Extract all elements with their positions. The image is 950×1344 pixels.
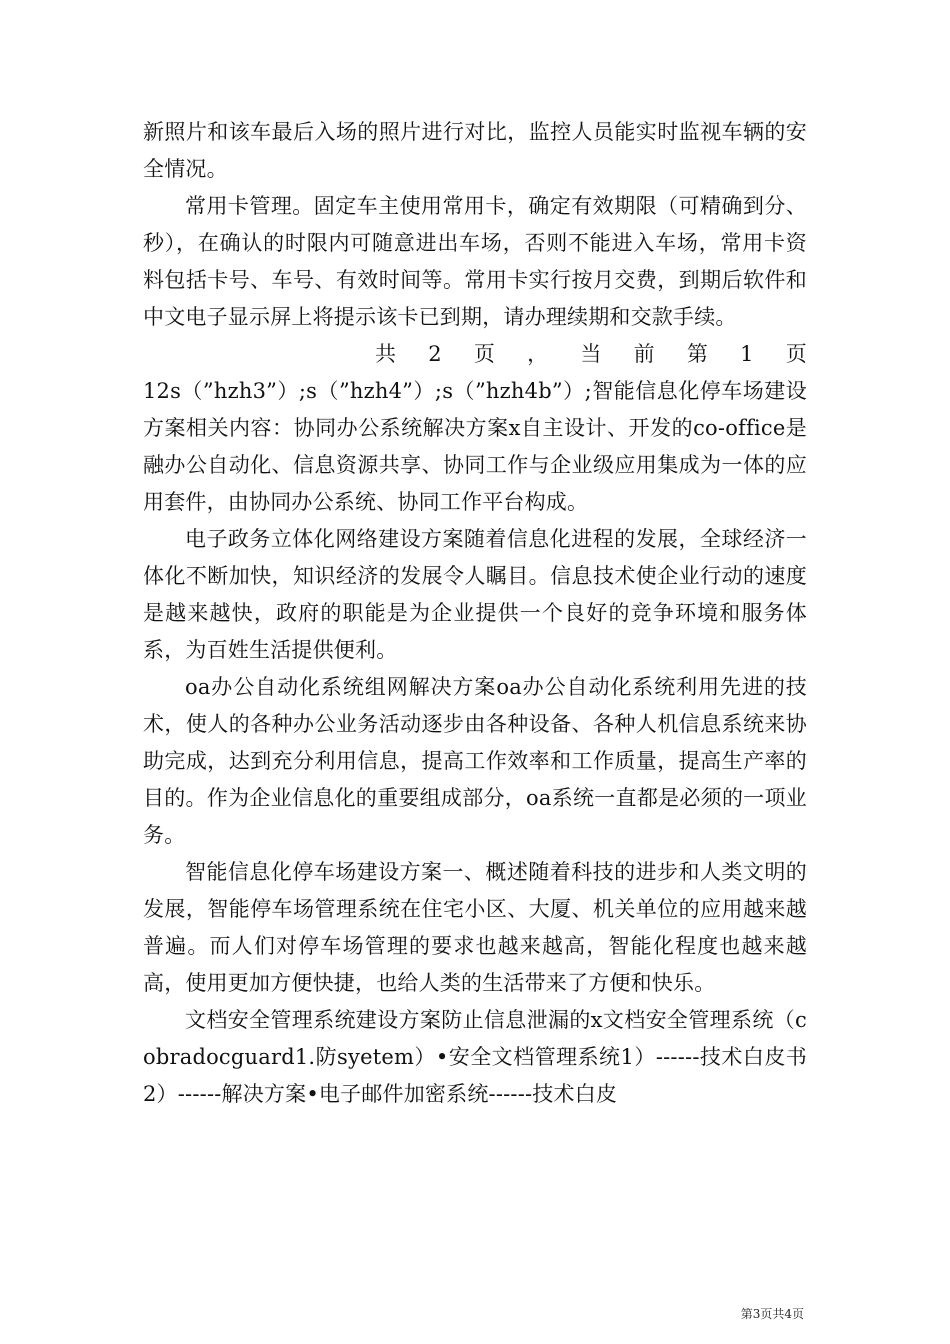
page-counter-char: 页	[473, 342, 496, 366]
document-body	[143, 114, 807, 1113]
page-counter-char: 共	[375, 342, 397, 366]
paragraph-smart-parking: 智能信息化停车场建设方案一、概述随着科技的进步和人类文明的发展，智能停车场管理系统在住宅小区、大厦、机关单位的应用越来越普遍。而人们对停车场管理的要求也越来越高，智能化程度也越来越高，使用更加方便快捷，也给人类的生活带来了方便和快乐。	[143, 860, 807, 995]
page-counter-char: 当	[580, 342, 602, 366]
page-footer: 第3页共4页	[740, 1307, 804, 1321]
paragraph-photo-compare: 新照片和该车最后入场的照片进行对比，监控人员能实时监视车辆的安全情况。	[143, 120, 807, 181]
paragraph-regular-card: 常用卡管理。固定车主使用常用卡，确定有效期限（可精确到分、秒），在确认的时限内可随意进出车场，否则不能进入车场，常用卡资料包括卡号、车号、有效时间等。常用卡实行按月交费，到期后软件和中文电子显示屏上将提示该卡已到期，请办理续期和交款手续。	[143, 194, 807, 329]
page-counter-char: 1	[740, 342, 754, 366]
paragraph-doc-security: 文档安全管理系统建设方案防止信息泄漏的x文档安全管理系统（cobradocguard1.防syetem）•安全文档管理系统1）------技术白皮书2）------解决方案•电子邮件加密系统------技术白皮	[143, 1008, 807, 1106]
paragraph-egov-network: 电子政务立体化网络建设方案随着信息化进程的发展，全球经济一体化不断加快，知识经济的发展令人瞩目。信息技术使企业行动的速度是越来越快，政府的职能是为企业提供一个良好的竞争环境和服务体系，为百姓生活提供便利。	[143, 527, 807, 662]
page-counter-char: 第	[686, 342, 709, 366]
paragraph-oa-system: oa办公自动化系统组网解决方案oa办公自动化系统利用先进的技术，使人的各种办公业务活动逐步由各种设备、各种人机信息系统来协助完成，达到充分利用信息，提高工作效率和工作质量，提高生产率的目的。作为企业信息化的重要组成部分，oa系统一直都是必须的一项业务。	[143, 675, 807, 847]
paragraph-collab-office: 12s（”hzh3”）;s（”hzh4”）;s（”hzh4b”）;智能信息化停车场建设方案相关内容：协同办公系统解决方案x自主设计、开发的co-office是融办公自动化、信息资源共享、协同工作与企业级应用集成为一体的应用套件，由协同办公系统、协同工作平台构成。	[143, 379, 807, 514]
page-counter-char: 页	[785, 342, 807, 366]
page-counter-char: 前	[633, 342, 655, 366]
page-counter-char: ，	[527, 342, 549, 366]
page-counter-line	[143, 336, 807, 373]
page-counter-char: 2	[428, 342, 442, 366]
